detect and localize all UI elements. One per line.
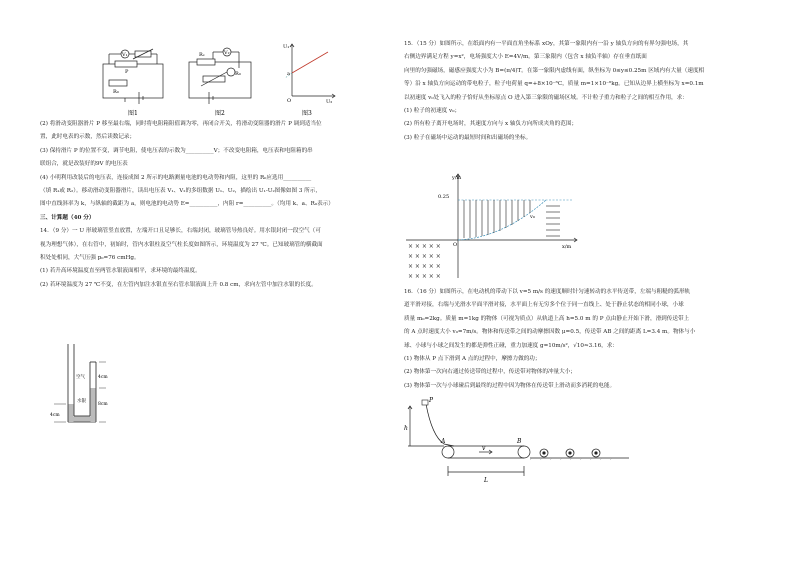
field-figure	[402, 170, 582, 280]
q16-line: (1) 物体从 P 点下滑到 A 点的过程中，摩擦力做的功；	[404, 356, 541, 363]
u1-label: U₁	[283, 44, 290, 50]
conveyor-figure	[404, 394, 634, 489]
mercury-length: 8cm	[98, 402, 108, 407]
q14-line: (2) 若环境温度为 27 ℃不变，在左管内加注水银直至右管水银液面上升 0.8 cm，求向左管中加注水银的长度。	[40, 281, 317, 288]
a-point-label: A	[441, 438, 446, 445]
q16-line: 的 A 点时速度大小 v₀=7m/s。物体和传送带之间的动摩擦因数 μ=0.5，传送带 AB 之间的距离 L=3.4 m。物体与小	[404, 329, 696, 336]
graph-figure-3	[280, 40, 340, 118]
x-axis-label: x/m	[562, 244, 572, 250]
left-column	[40, 118, 395, 292]
section-title: 三、计算题（40 分）	[40, 214, 95, 221]
bottom-length: 4cm	[50, 413, 60, 418]
rx-label: Rₓ	[199, 52, 205, 58]
o-label: O	[287, 98, 292, 104]
v-label: v	[482, 445, 486, 452]
origin-label: O	[453, 242, 458, 248]
text-line: 图中直线斜率为 k，与纵轴的截距为 a，则电池的电动势 E=__________，内阻 r=__________。（均用 k、a、R₀表示）	[40, 201, 334, 208]
p-point-label: P	[429, 397, 434, 404]
q15-line: 右侧边界满足方程 y=x²，电场强度大小 E=4V/m。第三象限内（包含 x 轴负半轴）存在垂直纸面	[404, 54, 647, 61]
q16-line: 球、小球与小球之间发生的都是弹性正碰，重力加速度 g=10m/s²，√10≈3.16，求：	[404, 342, 618, 349]
q14-line: 积处处相同，大气压强 p₀=76 cmHg。	[40, 255, 140, 262]
svg-text:× × × × ×: × × × × ×	[408, 253, 441, 260]
q14-line: (1) 若升高环境温度直至两管水银液面相平，求环境的最终温度。	[40, 268, 201, 275]
text-line: (2) 将滑动变阻器滑片 P 移至最右端，同时将电阻箱阻值调为零，再闭合开关，将滑动变阻器的滑片 P 调到适当位	[40, 121, 322, 127]
svg-text:× × × × ×: × × × × ×	[408, 243, 441, 250]
q15-line: (3) 粒子在磁场中运动的最短时间和出磁场的坐标。	[404, 134, 532, 141]
b-point-label: B	[517, 438, 522, 445]
text-line: （填 R₁或 R₂）。移动滑动变阻器滑片，读出电压表 V₁、V₂的多组数据 U₁、U₂，描绘出 U₁-U₂图像如图 3 所示，	[40, 188, 321, 195]
q16-text	[404, 286, 774, 393]
text-line: (3) 保持滑片 P 的位置不变，调节电阻，使电压表的示数为__________V；不改变电阻箱，电压表和电阻箱的串	[40, 147, 313, 154]
fig3-caption: 图3	[302, 110, 312, 117]
q16-line: 道平滑对接，右端与光滑水平面平滑对接，水平面上有无穷多个位于同一直线上、处于静止状态的相同小球，小球	[404, 302, 684, 309]
l-label: L	[484, 477, 488, 484]
text-line: 联组合，就是改装好的9V 的电压表	[40, 161, 128, 168]
q15-line: (1) 粒子的初速度 v₀；	[404, 108, 461, 115]
q16-line: (2) 物体第一次向右通过传送带的过程中，传送带对物体的冲量大小；	[404, 369, 576, 376]
q15-line: 15．（15 分）如图所示，在纸面内有一平面直角坐标系 xOy，其第一象限内有一沿 y 轴负方向的有界匀强电场，其	[404, 41, 689, 47]
q16-line: (3) 物体第一次与小球碰后到最终的过程中因为物体在传送带上滑动而多消耗的电能。	[404, 382, 616, 389]
air-label: 空气	[76, 375, 85, 380]
y-tick-label: 0.25	[438, 194, 450, 200]
v1-label: V₁	[122, 52, 128, 58]
air-length: 4cm	[98, 375, 108, 380]
p-label: P	[125, 69, 129, 75]
h-label: h	[404, 425, 408, 432]
q15-line: 向里的匀强磁场，磁感应强度大小为 B=(π/4)T。在第一象限内虚线有面，纵坐标为 0≤y≤0.25m 区域内有大量（速度相	[404, 67, 705, 74]
q16-line: 16．（16 分）如图所示，在电动机的带动下以 v=5 m/s 的速度顺时针匀速转动的水平传送带，左端与粗糙的弧形轨	[404, 289, 691, 295]
svg-text:× × × × ×: × × × × ×	[408, 273, 441, 280]
q15-line: (2) 所有粒子离开电场时，其速度方向与 x 轴负方向所成夹角的范围；	[404, 121, 578, 128]
y-axis-label: y/m	[452, 175, 462, 181]
q15-line: 以初速度 v₀处飞入的粒子恰好从坐标原点 O 进入第三象限的磁场区域。不计粒子重力和粒子之间的相互作用，求：	[404, 94, 688, 101]
q14-line: 视为理想气体），在右管中，初始时，管内水银柱及空气柱长度如图所示，环境温度为 27 ℃。已知玻璃管的横截面	[40, 241, 323, 248]
fig1-caption: 图1	[128, 110, 138, 117]
q14-line: 14．（9 分）一 U 形玻璃管竖直放置，左端开口且足够长，右端封闭，玻璃管导热良好。用水银封闭一段空气（可	[40, 228, 321, 235]
v0-label: v₀	[530, 214, 535, 220]
u-tube-figure	[46, 342, 116, 432]
fig2-caption: 图2	[215, 110, 225, 117]
r0-label-2: R₀	[235, 71, 241, 77]
circuit-figure-2	[183, 42, 263, 117]
text-line: 置，此时电表的示数，然后读数记录；	[40, 134, 136, 141]
q15-text	[404, 38, 774, 145]
mercury-label: 水银	[77, 399, 86, 404]
svg-text:× × × × ×: × × × × ×	[408, 263, 441, 270]
circuit-figure-1	[95, 42, 175, 117]
q16-line: 质量 m₀=2kg。质量 m=1kg 的物体（可视为质点）从轨道上高 h=5.0 m 的 P 点由静止开始下滑，滑到传送带上	[404, 315, 690, 322]
a-label: a	[287, 71, 290, 77]
u2-label: U₂	[326, 99, 333, 105]
v2-label: V₂	[224, 50, 230, 56]
text-line: (4) 小明利用改装后的电压表，连接成图 2 所示的电路测量电池的电动势和内阻，这里的 R₀应选用__________	[40, 174, 312, 181]
q15-line: 等）沿 x 轴负方向运动的带电粒子，粒子电荷量 q=+8×10⁻⁶C，质量 m=1×10⁻⁶kg。已知从边界上横坐标为 x=0.1m	[404, 81, 704, 88]
r0-label: R₀	[113, 89, 119, 95]
